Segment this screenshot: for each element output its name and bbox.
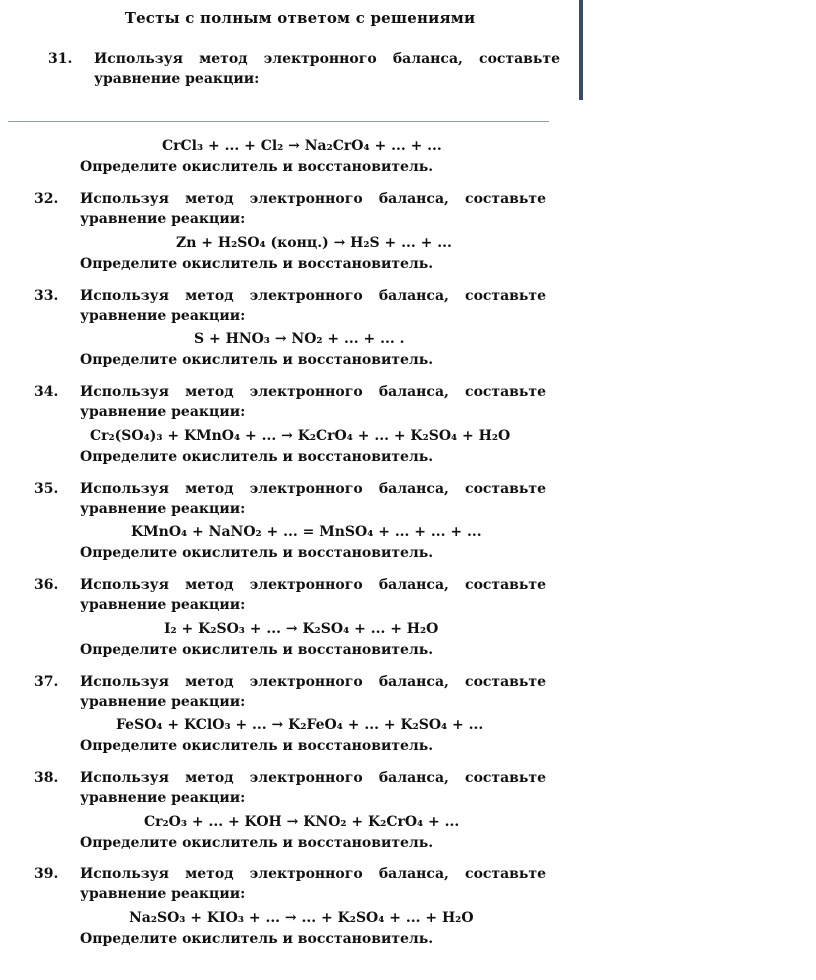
ask-35: Определите окислитель и восстановитель.: [80, 545, 434, 561]
task-text-line1: Используя метод электронного баланса, составьте: [80, 288, 546, 304]
problem-number: 38.: [34, 770, 59, 786]
problem-37: [34, 672, 546, 712]
task-text-line2: уравнение реакции:: [80, 211, 246, 227]
task-text-line2: уравнение реакции:: [80, 694, 246, 710]
equation-35: [131, 522, 482, 542]
equation-38: [144, 812, 459, 832]
task-text-line2: уравнение реакции:: [80, 597, 246, 613]
problem-number: 39.: [34, 866, 59, 882]
ask-36: Определите окислитель и восстановитель.: [80, 642, 434, 658]
problem-39: [34, 864, 546, 904]
ask-32: Определите окислитель и восстановитель.: [80, 256, 434, 272]
problem-number: 32.: [34, 191, 59, 207]
equation-text: I₂ + K₂SO₃ + ... → K₂SO₄ + ... + H₂O: [164, 621, 439, 637]
problem-33: [34, 286, 546, 326]
task-text-line1: Используя метод электронного баланса, составьте: [80, 770, 546, 786]
horizontal-divider: [8, 121, 549, 122]
task-text-line2: уравнение реакции:: [80, 790, 246, 806]
task-text-line1: Используя метод электронного баланса, составьте: [80, 577, 546, 593]
task-text-line2: уравнение реакции:: [94, 71, 260, 87]
equation-34: [90, 426, 510, 446]
task-text-line1: Используя метод электронного баланса, составьте: [80, 866, 546, 882]
equation-31: [162, 136, 442, 156]
problem-32: [34, 189, 546, 229]
equation-text: KMnO₄ + NaNO₂ + ... = MnSO₄ + ... + ... + ...: [131, 524, 482, 540]
page-heading: Тесты с полным ответом с решениями: [124, 9, 476, 27]
task-text-line2: уравнение реакции:: [80, 501, 246, 517]
equation-text: Zn + H₂SO₄ (конц.) → H₂S + ... + ...: [176, 235, 452, 251]
problem-36: [34, 575, 546, 615]
ask-33: Определите окислитель и восстановитель.: [80, 352, 434, 368]
equation-text: Na₂SO₃ + KIO₃ + ... → ... + K₂SO₄ + ... + H₂O: [129, 910, 474, 926]
problem-35: [34, 479, 546, 519]
equation-text: FeSO₄ + KClO₃ + ... → K₂FeO₄ + ... + K₂SO₄ + ...: [116, 717, 484, 733]
equation-36: [164, 619, 438, 639]
problem-31: [48, 49, 560, 89]
task-text-line1: Используя метод электронного баланса, составьте: [80, 674, 546, 690]
equation-text: S + HNO₃ → NO₂ + ... + ... .: [194, 331, 405, 347]
ask-34: Определите окислитель и восстановитель.: [80, 449, 434, 465]
problem-34: [34, 382, 546, 422]
equation-text: Cr₂(SO₄)₃ + KMnO₄ + ... → K₂CrO₄ + ... + K₂SO₄ + H₂O: [90, 428, 511, 444]
equation-39: [129, 908, 474, 928]
problem-number: 31.: [48, 51, 73, 67]
task-text-line1: Используя метод электронного баланса, составьте: [94, 51, 560, 67]
equation-32: [176, 233, 452, 253]
problem-number: 33.: [34, 288, 59, 304]
ask-38: Определите окислитель и восстановитель.: [80, 835, 434, 851]
equation-text: Cr₂O₃ + ... + KOH → KNO₂ + K₂CrO₄ + ...: [144, 814, 460, 830]
ask-31: Определите окислитель и восстановитель.: [80, 159, 434, 175]
ask-37: Определите окислитель и восстановитель.: [80, 738, 434, 754]
task-text-line2: уравнение реакции:: [80, 308, 246, 324]
problem-number: 36.: [34, 577, 59, 593]
problem-number: 34.: [34, 384, 59, 400]
task-text-line2: уравнение реакции:: [80, 404, 246, 420]
equation-33: [194, 329, 405, 349]
equation-text: CrCl₃ + ... + Cl₂ → Na₂CrO₄ + ... + ...: [162, 138, 442, 154]
vertical-divider: [579, 0, 583, 100]
ask-39: Определите окислитель и восстановитель.: [80, 931, 434, 947]
problem-number: 35.: [34, 481, 59, 497]
problem-38: [34, 768, 546, 808]
problem-number: 37.: [34, 674, 59, 690]
task-text-line2: уравнение реакции:: [80, 886, 246, 902]
equation-37: [116, 715, 483, 735]
task-text-line1: Используя метод электронного баланса, составьте: [80, 191, 546, 207]
task-text-line1: Используя метод электронного баланса, составьте: [80, 384, 546, 400]
task-text-line1: Используя метод электронного баланса, составьте: [80, 481, 546, 497]
